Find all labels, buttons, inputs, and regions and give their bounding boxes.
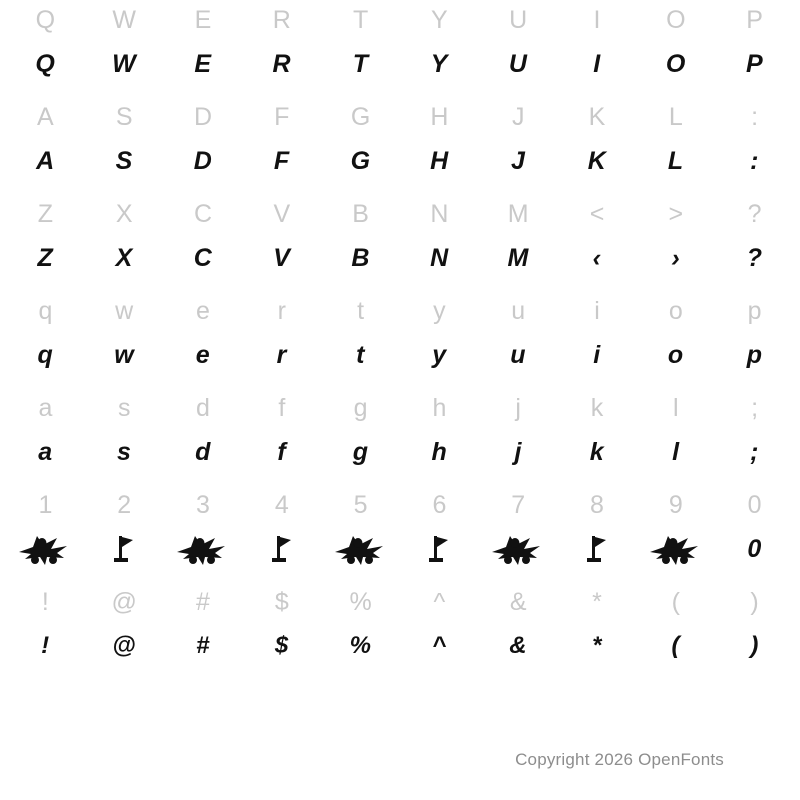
- specimen-cell: [85, 194, 164, 291]
- key-label: &: [509, 587, 527, 616]
- specimen-cell: [6, 97, 85, 194]
- glyph-sample: ): [750, 632, 759, 659]
- glyph-sample: j: [514, 437, 522, 466]
- specimen-cell: [715, 582, 794, 679]
- glyph-sample: l: [672, 437, 680, 466]
- key-label: r: [277, 296, 286, 325]
- specimen-cell: [558, 97, 637, 194]
- specimen-cell: [164, 388, 243, 485]
- key-label: i: [594, 296, 600, 325]
- glyph-sample: H: [430, 146, 449, 175]
- glyph-sample: K: [587, 146, 607, 175]
- specimen-cell: [479, 291, 558, 388]
- glyph-sample: P: [746, 49, 764, 78]
- glyph-sample: i: [593, 340, 601, 369]
- specimen-cell: [85, 97, 164, 194]
- glyph-sample: r: [276, 340, 287, 369]
- specimen-cell: [636, 194, 715, 291]
- key-label: T: [352, 5, 369, 34]
- specimen-cell: [715, 97, 794, 194]
- specimen-cell: [479, 194, 558, 291]
- specimen-cell: [400, 97, 479, 194]
- key-label: R: [272, 5, 291, 34]
- glyph-sample: C: [193, 243, 213, 272]
- key-label: G: [350, 102, 371, 131]
- key-label: *: [592, 587, 602, 616]
- key-label: t: [357, 296, 365, 325]
- key-label: s: [117, 393, 131, 422]
- key-label: U: [509, 5, 528, 34]
- star-vehicle-icon: [648, 525, 704, 573]
- specimen-cell: [242, 194, 321, 291]
- key-label: K: [588, 102, 606, 131]
- copyright-notice: Copyright 2026 OpenFonts: [515, 750, 724, 769]
- specimen-cell: [321, 194, 400, 291]
- key-label: Q: [35, 5, 56, 34]
- key-label: H: [430, 102, 449, 131]
- specimen-cell: [479, 582, 558, 679]
- key-label: #: [196, 587, 210, 616]
- specimen-cell: [636, 291, 715, 388]
- key-label: N: [430, 199, 449, 228]
- specimen-cell: [400, 291, 479, 388]
- glyph-sample: 0: [747, 534, 762, 563]
- glyph-sample: U: [508, 49, 528, 78]
- specimen-cell: [242, 485, 321, 582]
- key-label: a: [38, 393, 53, 422]
- star-vehicle-icon: [175, 525, 231, 573]
- glyph-sample: *: [592, 632, 602, 659]
- small-flag-icon: [271, 525, 293, 573]
- key-label: $: [274, 587, 289, 616]
- specimen-cell: [558, 194, 637, 291]
- specimen-cell: [400, 0, 479, 97]
- specimen-cell: [558, 291, 637, 388]
- specimen-cell: [164, 485, 243, 582]
- glyph-sample: g: [352, 437, 369, 466]
- glyph-sample: B: [351, 243, 370, 272]
- key-label: (: [671, 587, 680, 616]
- key-label: 3: [196, 490, 210, 519]
- specimen-cell: [479, 388, 558, 485]
- key-label: ;: [751, 393, 759, 422]
- specimen-cell: [242, 388, 321, 485]
- glyph-sample: t: [356, 340, 365, 369]
- key-label: <: [589, 199, 605, 228]
- glyph-sample: Z: [37, 243, 54, 272]
- glyph-sample: q: [37, 340, 54, 369]
- key-label: B: [352, 199, 369, 228]
- specimen-cell: [242, 582, 321, 679]
- glyph-sample: O: [665, 49, 686, 78]
- specimen-cell: [558, 485, 637, 582]
- glyph-sample: ›: [671, 243, 681, 272]
- key-label: e: [196, 296, 210, 325]
- specimen-cell: [164, 97, 243, 194]
- specimen-cell: [321, 582, 400, 679]
- star-vehicle-icon: [17, 525, 73, 573]
- key-label: u: [511, 296, 526, 325]
- glyph-sample: D: [193, 146, 213, 175]
- key-label: 8: [590, 490, 604, 519]
- specimen-cell: [85, 485, 164, 582]
- specimen-cell: [715, 0, 794, 97]
- key-label: W: [112, 5, 136, 34]
- key-label: o: [668, 296, 683, 325]
- glyph-sample: (: [671, 632, 681, 659]
- specimen-cell: [636, 582, 715, 679]
- specimen-cell: [85, 0, 164, 97]
- key-label: f: [278, 393, 286, 422]
- key-label: C: [193, 199, 213, 228]
- glyph-sample: X: [115, 243, 133, 272]
- specimen-cell: [85, 388, 164, 485]
- key-label: 4: [274, 490, 289, 519]
- glyph-sample: T: [352, 49, 369, 78]
- specimen-cell: [164, 582, 243, 679]
- specimen-cell: [164, 194, 243, 291]
- glyph-sample: o: [667, 340, 684, 369]
- specimen-cell: [6, 194, 85, 291]
- glyph-sample: I: [593, 49, 601, 78]
- specimen-cell: [6, 582, 85, 679]
- glyph-sample: E: [194, 49, 212, 78]
- key-label: q: [38, 296, 53, 325]
- key-label: V: [273, 199, 291, 228]
- specimen-cell: [636, 388, 715, 485]
- key-label: d: [196, 393, 210, 422]
- glyph-sample: ;: [750, 437, 759, 466]
- glyph-sample: A: [36, 146, 55, 175]
- key-label: :: [751, 102, 759, 131]
- specimen-cell: [6, 291, 85, 388]
- small-flag-icon: [428, 525, 450, 573]
- key-label: Z: [37, 199, 54, 228]
- specimen-cell: [636, 485, 715, 582]
- key-label: Y: [431, 5, 448, 34]
- key-label: 9: [668, 490, 683, 519]
- specimen-cell: [242, 291, 321, 388]
- glyph-sample: :: [750, 146, 759, 175]
- key-label: h: [432, 393, 447, 422]
- key-label: l: [673, 393, 679, 422]
- star-vehicle-icon: [490, 525, 546, 573]
- specimen-cell: [321, 97, 400, 194]
- key-label: 5: [353, 490, 368, 519]
- key-label: 1: [38, 490, 53, 519]
- glyph-sample: h: [431, 437, 448, 466]
- key-label: P: [746, 5, 763, 34]
- glyph-sample: W: [112, 49, 137, 78]
- glyph-sample: #: [196, 632, 210, 659]
- key-label: %: [349, 587, 372, 616]
- glyph-sample: !: [41, 632, 50, 659]
- key-label: I: [593, 5, 601, 34]
- glyph-sample: e: [195, 340, 211, 369]
- glyph-sample: G: [350, 146, 371, 175]
- key-label: 0: [747, 490, 762, 519]
- specimen-cell: [321, 388, 400, 485]
- glyph-sample: S: [115, 146, 133, 175]
- specimen-cell: [6, 388, 85, 485]
- glyph-sample: Y: [430, 49, 448, 78]
- key-label: j: [515, 393, 521, 422]
- specimen-cell: [6, 0, 85, 97]
- glyph-sample: d: [195, 437, 211, 466]
- glyph-sample: $: [274, 632, 289, 659]
- glyph-sample: k: [589, 437, 605, 466]
- key-label: ^: [433, 587, 446, 616]
- key-label: J: [511, 102, 525, 131]
- glyph-sample: y: [432, 340, 447, 369]
- small-flag-icon: [113, 525, 135, 573]
- specimen-cell: [400, 485, 479, 582]
- glyph-sample: Q: [35, 49, 56, 78]
- glyph-sample: J: [510, 146, 526, 175]
- key-label: p: [747, 296, 762, 325]
- glyph-sample: M: [507, 243, 529, 272]
- key-label: y: [433, 296, 446, 325]
- glyph-sample: R: [272, 49, 292, 78]
- key-label: E: [194, 5, 212, 34]
- specimen-cell: [6, 485, 85, 582]
- glyph-sample: a: [38, 437, 53, 466]
- key-label: O: [666, 5, 686, 34]
- key-label: w: [115, 296, 134, 325]
- key-label: D: [193, 102, 213, 131]
- specimen-cell: [479, 485, 558, 582]
- specimen-cell: [400, 582, 479, 679]
- specimen-cell: [321, 485, 400, 582]
- glyph-sample: u: [510, 340, 527, 369]
- glyph-sample: V: [273, 243, 291, 272]
- specimen-cell: [321, 291, 400, 388]
- key-label: ?: [747, 199, 762, 228]
- small-flag-icon: [586, 525, 608, 573]
- specimen-cell: [85, 291, 164, 388]
- key-label: L: [668, 102, 683, 131]
- specimen-cell: [636, 97, 715, 194]
- key-label: M: [507, 199, 529, 228]
- specimen-cell: [715, 194, 794, 291]
- key-label: k: [590, 393, 604, 422]
- specimen-cell: [479, 0, 558, 97]
- specimen-cell: [242, 97, 321, 194]
- glyph-sample: %: [349, 632, 372, 659]
- specimen-cell: [400, 194, 479, 291]
- glyph-sample: F: [273, 146, 290, 175]
- specimen-cell: [321, 0, 400, 97]
- key-label: S: [115, 102, 133, 131]
- specimen-cell: [479, 97, 558, 194]
- key-label: @: [111, 587, 137, 616]
- star-vehicle-icon: [333, 525, 389, 573]
- specimen-cell: [715, 388, 794, 485]
- key-label: !: [41, 587, 49, 616]
- glyph-sample: N: [430, 243, 449, 272]
- glyph-sample: w: [114, 340, 135, 369]
- key-label: ): [750, 587, 759, 616]
- specimen-cell: [85, 582, 164, 679]
- glyph-sample: @: [112, 632, 137, 659]
- specimen-cell: [715, 485, 794, 582]
- key-label: X: [115, 199, 133, 228]
- key-label: >: [668, 199, 684, 228]
- glyph-sample: ^: [432, 632, 447, 659]
- glyph-sample: ‹: [592, 243, 602, 272]
- specimen-cell: [558, 582, 637, 679]
- glyph-sample: f: [277, 437, 287, 466]
- key-label: F: [274, 102, 290, 131]
- specimen-cell: [558, 388, 637, 485]
- specimen-cell: [242, 0, 321, 97]
- key-label: A: [37, 102, 54, 131]
- key-label: 7: [511, 490, 526, 519]
- specimen-cell: [400, 388, 479, 485]
- key-label: g: [353, 393, 368, 422]
- specimen-cell: [164, 0, 243, 97]
- glyph-sample: s: [116, 437, 132, 466]
- specimen-cell: [636, 0, 715, 97]
- glyph-sample: p: [746, 340, 763, 369]
- specimen-cell: [715, 291, 794, 388]
- key-label: 2: [117, 490, 132, 519]
- specimen-cell: [558, 0, 637, 97]
- glyph-sample: L: [667, 146, 684, 175]
- glyph-sample: ?: [746, 243, 763, 272]
- specimen-cell: [164, 291, 243, 388]
- glyph-sample: &: [509, 632, 528, 659]
- key-label: 6: [432, 490, 447, 519]
